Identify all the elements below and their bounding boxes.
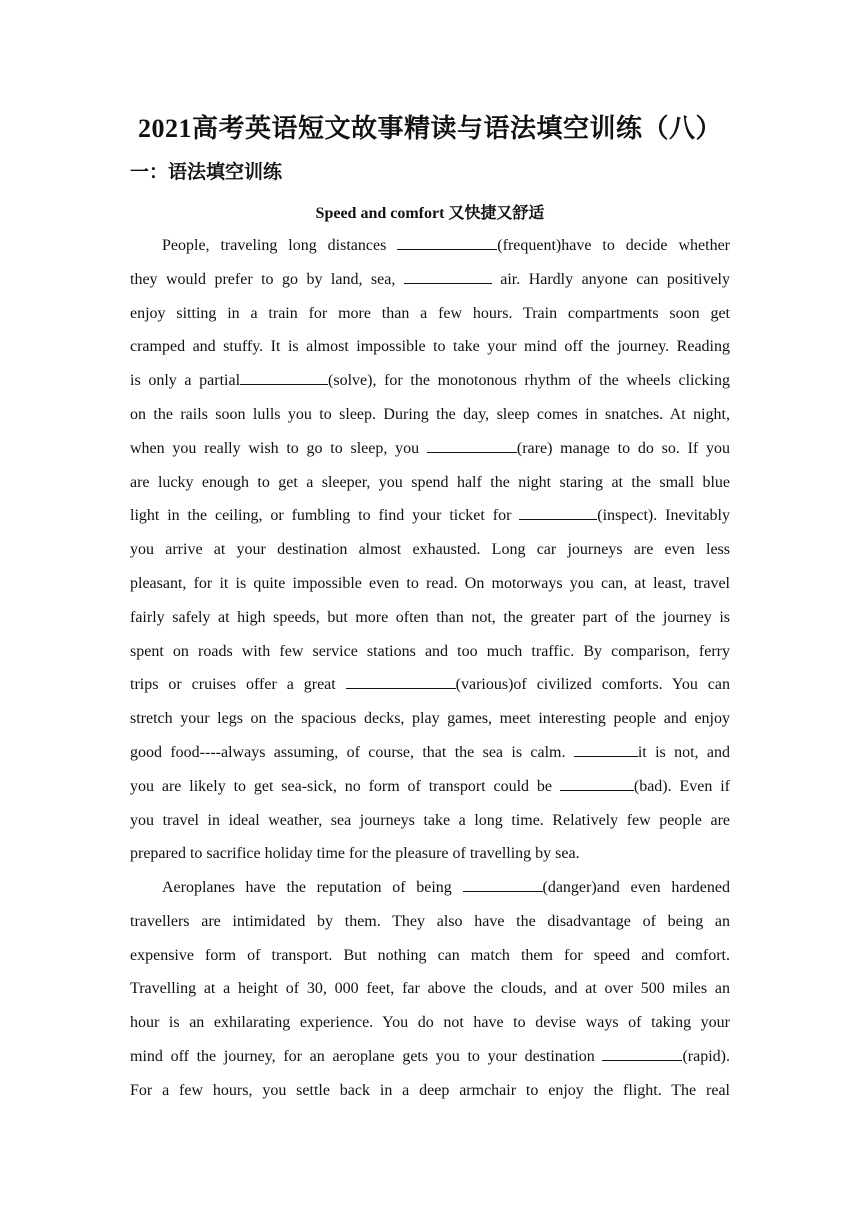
text-segment: (rare) manage to do so. If you: [516, 439, 731, 457]
text-line: hour is an exhilarating experience. You do not have to devise ways of taking your: [130, 1014, 730, 1032]
document-title: 2021高考英语短文故事精读与语法填空训练（八）: [137, 114, 722, 143]
text-line: [130, 364, 730, 398]
answer-blank[interactable]: [463, 876, 543, 892]
text-line: expensive form of transport. But nothing can match them for speed and comfort.: [130, 946, 730, 964]
text-line: [130, 229, 730, 263]
text-line: [130, 263, 730, 297]
text-line: For a few hours, you settle back in a deep armchair to enjoy the flight. The real: [130, 1081, 730, 1099]
text-segment: good food----always assuming, of course, that the sea is calm.: [130, 743, 574, 761]
text-segment: air. Hardly anyone can positively: [491, 270, 731, 288]
text-segment: light in the ceiling, or fumbling to find your ticket for: [130, 507, 520, 525]
paragraph-2: [130, 871, 730, 1108]
text-segment: (danger)and even hardened: [542, 879, 731, 896]
text-segment: trips or cruises offer a great: [130, 676, 346, 694]
text-segment: (inspect). Inevitably: [597, 507, 731, 525]
text-line: [130, 736, 730, 770]
text-line: [130, 668, 730, 702]
answer-blank[interactable]: [240, 369, 328, 385]
text-segment: they would prefer to go by land, sea,: [130, 270, 404, 288]
text-segment: (rapid).: [682, 1047, 730, 1065]
text-line: travellers are intimidated by them. They also have the disadvantage of being an: [130, 912, 730, 930]
text-segment: People, traveling long distances: [162, 237, 398, 254]
text-line: stretch your legs on the spacious decks, play games, meet interesting people and enjoy: [130, 710, 730, 728]
text-line: you arrive at your destination almost exhausted. Long car journeys are even less: [130, 541, 730, 559]
passage-title: Speed and comfort 又快捷又舒适: [315, 205, 545, 222]
text-segment: mind off the journey, for an aeroplane gets you to your destination: [130, 1047, 603, 1065]
text-line: [130, 432, 730, 466]
text-segment: (various)of civilized comforts. You can: [455, 676, 731, 694]
section-heading: 一：语法填空训练: [130, 161, 283, 183]
text-line: fairly safely at high speeds, but more often than not, the greater part of the journey is: [130, 608, 730, 626]
text-line: are lucky enough to get a sleeper, you spend half the night staring at the small blue: [130, 473, 730, 491]
text-line: [130, 770, 730, 804]
text-line: enjoy sitting in a train for more than a few hours. Train compartments soon get: [130, 304, 730, 322]
answer-blank[interactable]: [427, 437, 517, 453]
text-line: [130, 1040, 730, 1074]
text-segment: (solve), for the monotonous rhythm of the wheels clicking: [328, 372, 731, 390]
text-line: on the rails soon lulls you to sleep. During the day, sleep comes in snatches. At night,: [130, 405, 730, 423]
text-line: [130, 871, 730, 905]
text-line: [130, 499, 730, 533]
answer-blank[interactable]: [519, 504, 597, 520]
text-line: pleasant, for it is quite impossible even to read. On motorways you can, at least, travel: [130, 574, 730, 592]
text-segment: Aeroplanes have the reputation of being: [162, 879, 463, 896]
text-line: you travel in ideal weather, sea journeys take a long time. Relatively few people are: [130, 811, 730, 829]
text-segment: (frequent)have to decide whether: [497, 237, 730, 254]
paragraph-1: [130, 229, 730, 871]
text-line: spent on roads with few service stations and too much traffic. By comparison, ferry: [130, 642, 730, 660]
text-segment: you are likely to get sea-sick, no form of transport could be: [130, 777, 560, 795]
answer-blank[interactable]: [404, 268, 492, 284]
answer-blank[interactable]: [560, 775, 634, 791]
text-line: prepared to sacrifice holiday time for the pleasure of travelling by sea.: [130, 845, 580, 863]
text-segment: is only a partial: [130, 372, 241, 390]
text-segment: (bad). Even if: [633, 777, 730, 795]
text-segment: it is not, and: [637, 743, 731, 761]
answer-blank[interactable]: [346, 673, 456, 689]
answer-blank[interactable]: [397, 234, 497, 250]
text-line: cramped and stuffy. It is almost impossible to take your mind off the journey. Reading: [130, 338, 730, 356]
text-segment: when you really wish to go to sleep, you: [130, 439, 427, 457]
answer-blank[interactable]: [574, 741, 638, 757]
answer-blank[interactable]: [602, 1045, 682, 1061]
text-line: Travelling at a height of 30, 000 feet, far above the clouds, and at over 500 miles an: [130, 980, 730, 998]
